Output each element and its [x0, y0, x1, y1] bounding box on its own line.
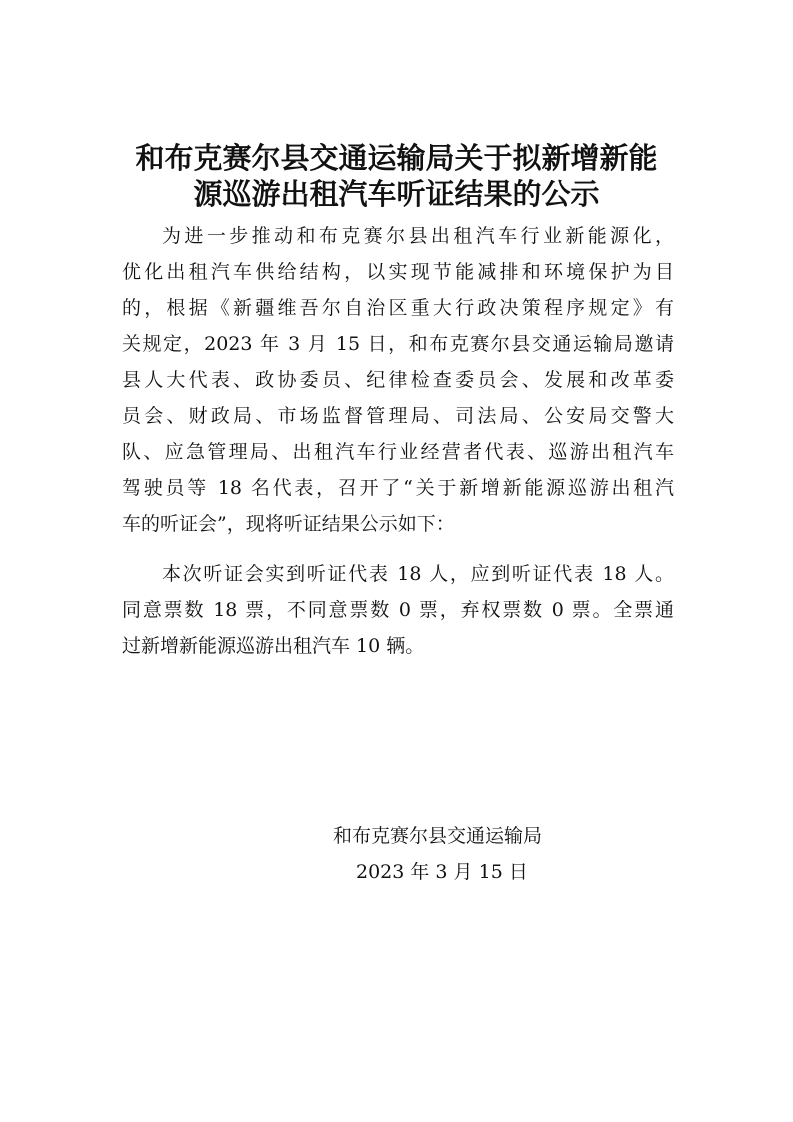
paragraph-line: 县人大代表、政协委员、纪律检查委员会、发展和改革委 — [122, 369, 674, 391]
paragraph-announcement — [122, 218, 674, 542]
paragraph-line: 队、应急管理局、出租汽车行业经营者代表、巡游出租汽车 — [122, 441, 674, 463]
paragraph-line: 车的听证会”，现将听证结果公示如下： — [122, 513, 455, 535]
paragraph-line: 关规定，2023 年 3 月 15 日，和布克赛尔县交通运输局邀请 — [122, 333, 674, 355]
document-title-line-2: 源巡游出租汽车听证结果的公示 — [193, 177, 600, 211]
signature-organization: 和布克赛尔县交通运输局 — [333, 825, 543, 847]
paragraph-line: 过新增新能源巡游出租汽车 10 辆。 — [122, 635, 425, 657]
paragraph-result — [122, 556, 674, 664]
paragraph-line: 驾驶员等 18 名代表，召开了“关于新增新能源巡游出租汽 — [122, 477, 674, 499]
document-title-line-1: 和布克赛尔县交通运输局关于拟新增新能 — [135, 141, 658, 175]
paragraph-line: 优化出租汽车供给结构，以实现节能减排和环境保护为目 — [122, 261, 674, 283]
paragraph-line: 的，根据《新疆维吾尔自治区重大行政决策程序规定》有 — [122, 297, 674, 319]
paragraph-line: 本次听证会实到听证代表 18 人，应到听证代表 18 人。 — [162, 563, 674, 585]
signature-date: 2023 年 3 月 15 日 — [356, 861, 528, 883]
paragraph-line: 同意票数 18 票，不同意票数 0 票，弃权票数 0 票。全票通 — [122, 599, 674, 621]
paragraph-line: 员会、财政局、市场监督管理局、司法局、公安局交警大 — [122, 405, 674, 427]
paragraph-line: 为进一步推动和布克赛尔县出租汽车行业新能源化， — [162, 225, 674, 247]
